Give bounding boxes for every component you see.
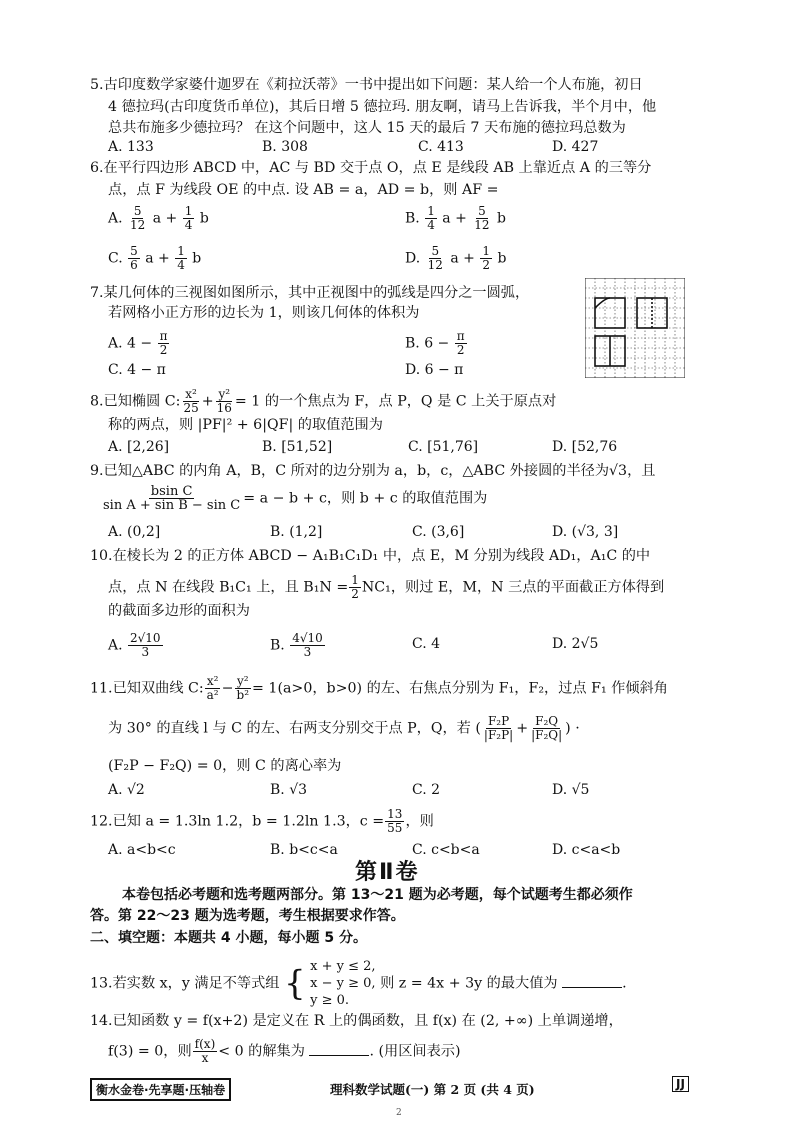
three-view-figure (585, 278, 685, 378)
q5-line-1: 5.古印度数学家婆什迦罗在《莉拉沃蒂》一书中提出如下问题：某人给一个人布施，初日 (90, 77, 643, 93)
q10-line-2 (108, 574, 664, 601)
q6-line-1: 6.在平行四边形 ABCD 中，AC 与 BD 交于点 O，点 E 是线段 AB 上靠近点 A 的三等分 (90, 160, 652, 176)
q6-a-mid: a + (152, 210, 178, 227)
q13-ineq-1: x + y ≤ 2, (310, 959, 376, 974)
q11-l1a: 11.已知双曲线 C: (90, 680, 204, 697)
q7-option-b (405, 330, 468, 357)
q10-option-c: C. 4 (412, 636, 441, 652)
q10-option-d: D. 2√5 (552, 636, 599, 652)
q7-option-a (108, 330, 170, 357)
num: 1 (177, 244, 185, 258)
q6-a-frac1 (128, 205, 147, 232)
q8-option-a: A. [2,26] (108, 439, 170, 455)
den: sin A + sin B − sin C (103, 498, 241, 513)
q6-c-label: C. (108, 250, 123, 267)
den: |F₂P| (483, 728, 514, 742)
num: F₂P (487, 714, 510, 728)
num: 1 (427, 204, 435, 218)
q12-option-a: A. a<b<c (108, 842, 176, 858)
den: 55 (387, 821, 403, 835)
q13-line (90, 958, 627, 1009)
q13-pre: 13.若实数 x，y 满足不等式组 (90, 975, 280, 992)
q6-option-b (405, 205, 506, 232)
part-two-intro-2: 答。第 22～23 题为选考题，考生根据要求作答。 (90, 908, 405, 924)
q6-option-a (108, 205, 209, 232)
q10-b-label: B. (270, 637, 285, 654)
q14-l2c: . (用区间表示) (369, 1043, 461, 1060)
num: 1 (482, 244, 490, 258)
q8-line-2: 称的两点，则 |PF|² + 6|QF| 的取值范围为 (108, 417, 383, 433)
q13-ineq-3: y ≥ 0. (310, 993, 350, 1008)
q9-frac (101, 485, 242, 512)
q11-plus: + (516, 720, 529, 737)
q5-line-2: 4 德拉玛(古印度货币单位)，其后日增 5 德拉玛. 朋友啊，请马上告诉我，半个月中，他 (108, 99, 657, 115)
q13-system (310, 958, 375, 1009)
q10-line-3: 的截面多边形的面积为 (108, 603, 250, 619)
q6-d-label: D. (405, 250, 421, 267)
q6-option-d (405, 245, 506, 272)
num: x² (206, 674, 219, 688)
q6-a-end: b (199, 210, 209, 227)
q11-option-c: C. 2 (412, 782, 441, 798)
q6-c-frac1 (128, 245, 140, 272)
den: 2 (456, 343, 465, 357)
q14-line-2 (108, 1038, 460, 1065)
num: π (456, 329, 465, 343)
q8-l1b: = 1 的一个焦点为 F，点 P，Q 是 C 上关于原点对 (234, 393, 557, 410)
num: 5 (133, 204, 142, 218)
page-number: 2 (396, 1108, 402, 1118)
q9-line-1: 9.已知△ABC 的内角 A，B，C 所对的边分别为 a，b，c，△ABC 外接圆的半径为√3，且 (90, 463, 656, 479)
fill-blank-section-title: 二、填空题：本题共 4 小题，每小题 5 分。 (90, 930, 367, 946)
num: y² (236, 674, 249, 688)
q10-l2b: NC₁，则过 E，M，N 三点的平面截正方体得到 (361, 579, 665, 596)
q10-option-a (108, 632, 164, 659)
q10-line-1: 10.在棱长为 2 的正方体 ABCD − A₁B₁C₁D₁ 中，点 E，M 分别为线段 AD₁，A₁C 的中 (90, 548, 651, 564)
den: 6 (130, 258, 138, 272)
q11-minus: − (221, 680, 234, 697)
q8-option-d: D. [52,76 (552, 439, 618, 455)
q7-option-d: D. 6 − π (405, 362, 464, 378)
q7-a-label: A. 4 − (108, 335, 153, 352)
q14-answer-blank[interactable] (309, 1041, 369, 1056)
q7-b-label: B. 6 − (405, 335, 450, 352)
q6-b-label: B. (405, 210, 420, 227)
q10-l2a: 点，点 N 在线段 B₁C₁ 上，且 B₁N = (108, 579, 349, 596)
q5-line-3: 总共布施多少德拉玛？ 在这个问题中，这人 15 天的最后 7 天布施的德拉玛总数为 (108, 120, 626, 136)
num: F₂Q (535, 714, 559, 728)
num: π (159, 329, 168, 343)
q8-frac2 (215, 388, 234, 415)
num: 5 (478, 204, 486, 218)
q12-frac (385, 808, 404, 835)
q11-l2a: 为 30° 的直线 l 与 C 的左、右两支分别交于点 P，Q，若 ( (108, 720, 481, 737)
q6-c-mid: a + (145, 250, 170, 267)
q5-option-d: D. 427 (552, 139, 599, 155)
q10-frac (349, 574, 361, 601)
num: 5 (130, 244, 138, 258)
q6-d-mid: a + (450, 250, 475, 267)
brace-glyph: { (284, 963, 306, 1004)
num: bsin C (150, 484, 193, 499)
q11-frac2 (235, 675, 252, 702)
q12-l1b: ，则 (405, 813, 434, 830)
q10-option-b (270, 632, 326, 659)
q14-frac (193, 1038, 218, 1065)
num: f(x) (194, 1037, 216, 1051)
den: 12 (130, 218, 146, 232)
num: 2√10 (130, 631, 161, 645)
q8-l1a: 8.已知椭圆 C: (90, 393, 181, 410)
part-two-intro-1: 本卷包括必考题和选考题两部分。第 13～21 题为必考题，每个试题考生都必须作 (122, 887, 633, 903)
q13-end: . (622, 975, 627, 992)
q6-b-mid: a + (442, 210, 467, 227)
q11-frac1 (205, 675, 221, 702)
footer-tag: JJ (672, 1076, 689, 1092)
den: 2 (159, 343, 168, 357)
num: 13 (387, 807, 403, 821)
q11-frac3 (482, 715, 515, 742)
part-two-heading: 第Ⅱ卷 (355, 860, 420, 885)
q7-line-1: 7.某几何体的三视图如图所示，其中正视图中的弧线是四分之一圆弧， (90, 285, 530, 301)
q6-c-frac2 (175, 245, 187, 272)
q5-option-a: A. 133 (108, 139, 154, 155)
q12-line-1 (90, 808, 434, 835)
q7-b-frac (455, 330, 467, 357)
q8-plus: + (201, 393, 214, 410)
den: 4 (184, 218, 193, 232)
q8-frac1 (181, 388, 200, 415)
den: x (201, 1051, 209, 1065)
q10-a-frac (128, 632, 163, 659)
q7-line-2: 若网格小正方形的边长为 1，则该几何体的体积为 (108, 305, 420, 321)
q6-b-frac2 (472, 205, 491, 232)
q6-line-2: 点，点 F 为线段 OE 的中点. 设 AB = a，AD = b，则 AF = (108, 182, 499, 198)
den: 25 (183, 401, 199, 415)
den: b² (236, 688, 250, 702)
q11-option-d: D. √5 (552, 782, 590, 798)
num: x² (185, 387, 197, 401)
num: 1 (184, 204, 193, 218)
q10-a-label: A. (108, 637, 123, 654)
den: 16 (216, 401, 232, 415)
q12-option-c: C. c<b<a (412, 842, 480, 858)
num: 4√10 (292, 631, 323, 645)
num: 1 (351, 573, 359, 587)
den: 4 (177, 258, 185, 272)
q6-d-frac2 (480, 245, 492, 272)
q8-option-c: C. [51,76] (408, 439, 479, 455)
q11-line-2 (108, 715, 580, 742)
q11-frac4 (529, 715, 564, 742)
q11-l1b: = 1(a>0，b>0) 的左、右焦点分别为 F₁，F₂，过点 F₁ 作倾斜角 (252, 680, 668, 697)
q8-option-b: B. [51,52] (262, 439, 333, 455)
q7-a-frac (158, 330, 170, 357)
q12-option-b: B. b<c<a (270, 842, 338, 858)
footer-brand: 衡水金卷·先享题·压轴卷 (90, 1078, 231, 1101)
q11-option-a: A. √2 (108, 782, 145, 798)
footer-page-info: 理科数学试题(一) 第 2 页 (共 4 页) (330, 1082, 535, 1097)
q13-ineq-2: x − y ≥ 0, (310, 976, 376, 991)
den: |F₂Q| (531, 728, 563, 742)
q11-option-b: B. √3 (270, 782, 308, 798)
den: 3 (303, 645, 312, 659)
q14-l2b: < 0 的解集为 (218, 1043, 305, 1060)
den: 4 (427, 218, 435, 232)
q9-option-a: A. (0,2] (108, 524, 161, 540)
den: 2 (351, 587, 359, 601)
q9-option-c: C. (3,6] (412, 524, 465, 540)
q9-option-d: D. (√3, 3] (552, 524, 619, 540)
q14-line-1: 14.已知函数 y = f(x+2) 是定义在 R 上的偶函数，且 f(x) 在 (2, +∞) 上单调递增， (90, 1013, 623, 1029)
q12-l1a: 12.已知 a = 1.3ln 1.2，b = 1.2ln 1.3，c = (90, 813, 385, 830)
q6-d-end: b (497, 250, 507, 267)
q5-option-b: B. 308 (262, 139, 308, 155)
q11-line-1 (90, 675, 668, 702)
q11-l2b: ) · (565, 720, 580, 737)
q9-option-b: B. (1,2] (270, 524, 323, 540)
num: 5 (431, 244, 440, 258)
q9-l2-rest: = a − b + c，则 b + c 的取值范围为 (243, 490, 488, 507)
q12-option-d: D. c<a<b (552, 842, 621, 858)
q6-a-frac2 (183, 205, 195, 232)
q8-line-1 (90, 388, 556, 415)
num: y² (218, 387, 231, 401)
q9-line-2 (100, 485, 487, 512)
q6-option-c (108, 245, 201, 272)
q6-b-end: b (497, 210, 506, 227)
q6-a-label: A. (108, 210, 123, 227)
q7-option-c: C. 4 − π (108, 362, 166, 378)
q6-b-frac1 (425, 205, 437, 232)
den: 12 (427, 258, 443, 272)
q6-c-end: b (192, 250, 202, 267)
q11-line-3: (F₂P − F₂Q) = 0，则 C 的离心率为 (108, 758, 342, 774)
den: 2 (482, 258, 490, 272)
den: 12 (474, 218, 490, 232)
q14-l2a: f(3) = 0，则 (108, 1043, 192, 1060)
q13-answer-blank[interactable] (562, 973, 622, 988)
q5-option-c: C. 413 (418, 139, 464, 155)
q13-post: 则 z = 4x + 3y 的最大值为 (380, 975, 558, 992)
den: 3 (141, 645, 150, 659)
den: a² (206, 688, 219, 702)
q6-d-frac1 (426, 245, 445, 272)
q10-b-frac (290, 632, 325, 659)
